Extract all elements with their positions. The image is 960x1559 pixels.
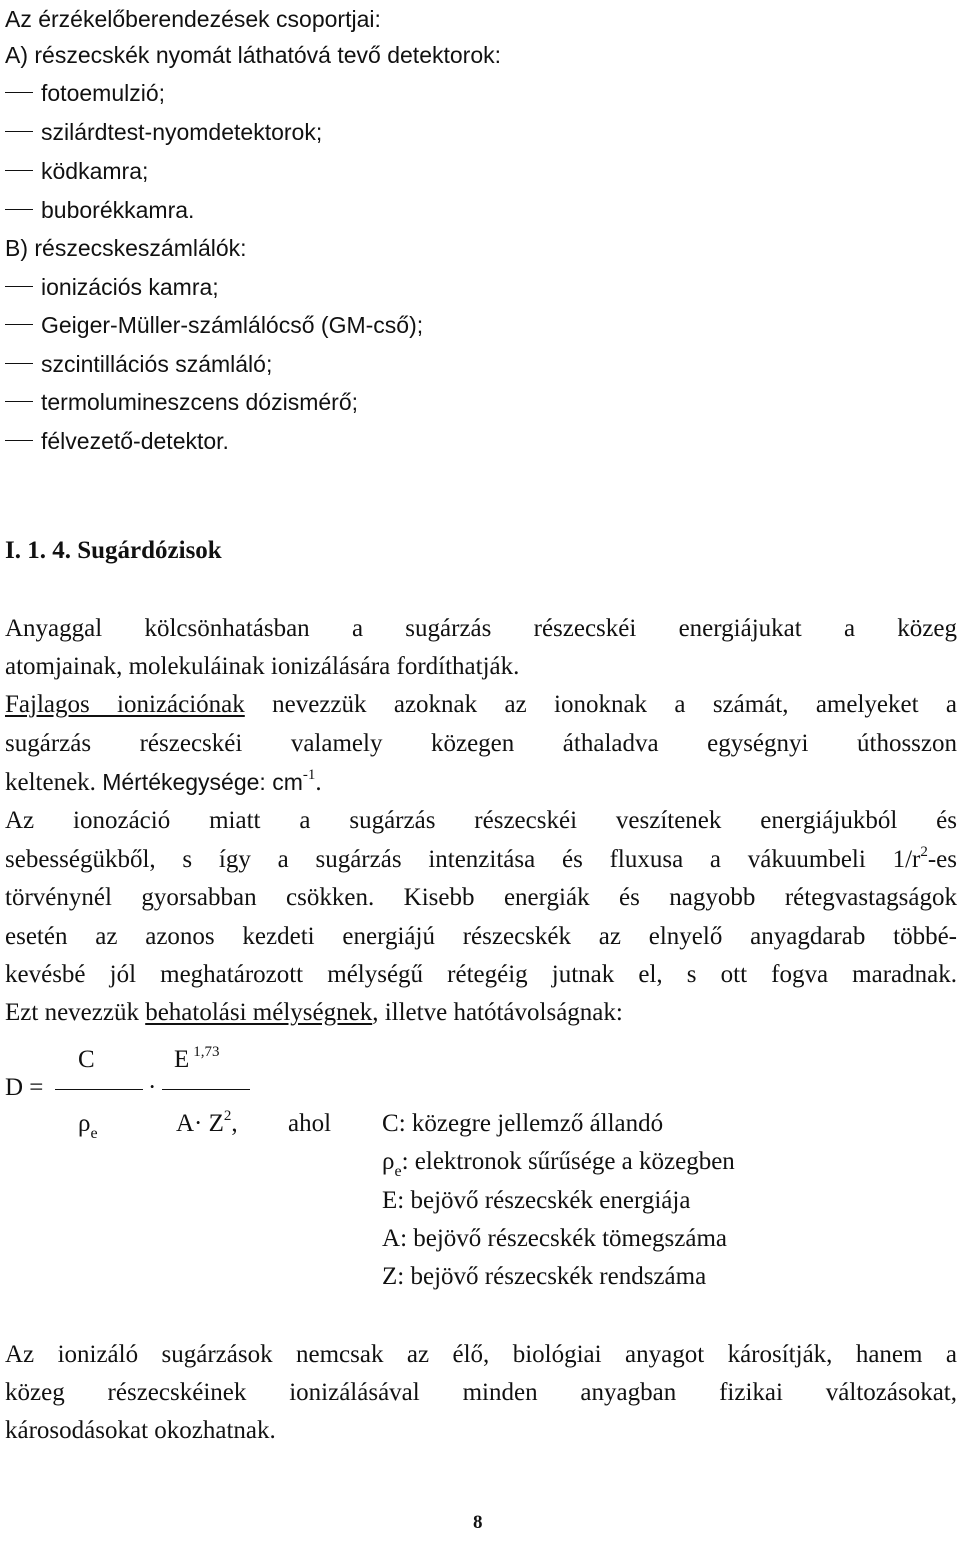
legend-item: E: bejövő részecskék energiája <box>382 1187 691 1214</box>
list-item: ködkamra; <box>41 158 149 184</box>
list-item: félvezető-detektor. <box>41 428 229 454</box>
paragraph-3-line-5: kevésbé jól meghatározott mélységű rétegéig jutnak el, s ott fogva maradnak. <box>5 961 957 988</box>
paragraph-4-line-2: közeg részecskéinek ionizálásával minden anyagban fizikai változásokat, <box>5 1379 957 1406</box>
paragraph-3-line-2: sebességükből, s így a sugárzás intenzitása és fluxusa a vákuumbeli $1/r^2-es$ <box>5 844 957 873</box>
fraction-bar <box>162 1089 250 1090</box>
paragraph-1-line-2: atomjainak, molekuláinak ionizálására fordíthatják. <box>5 653 520 680</box>
list-item: szilárdtest-nyomdetektorok; <box>41 119 323 145</box>
dash-bullet-icon <box>5 440 33 441</box>
paragraph-2-line-1: Fajlagos ionizációnak nevezzük azoknak az ionoknak a számát, amelyeket a <box>5 691 957 718</box>
paragraph-3-line-1: Az ionozáció miatt a sugárzás részecskéi veszítenek energiájukból és <box>5 807 957 834</box>
paragraph-3-line-3: törvénynél gyorsabban csökken. Kisebb energiák és nagyobb rétegvastagságok <box>5 884 957 911</box>
formula-ahol: ahol <box>288 1110 332 1137</box>
fraction-bar <box>55 1089 143 1090</box>
legend-item: C: közegre jellemző állandó <box>382 1110 664 1137</box>
list-item: ionizációs kamra; <box>41 274 219 300</box>
dash-bullet-icon <box>5 324 33 325</box>
group-b-title: B) részecskeszámlálók: <box>5 235 247 261</box>
dash-bullet-icon <box>5 92 33 93</box>
formula-dot: · <box>148 1074 157 1101</box>
dash-bullet-icon <box>5 170 33 171</box>
legend-item: $\rho_e$: elektronok sűrűsége a közegben <box>382 1148 735 1180</box>
formula-numerator-c: C <box>78 1046 95 1073</box>
list-item: fotoemulzió; <box>41 80 166 106</box>
dash-bullet-icon <box>5 401 33 402</box>
paragraph-2-line-2: sugárzás részecskéi valamely közegen áthaladva egységnyi úthosszon <box>5 730 957 757</box>
paragraph-3-line-6: Ezt nevezzük behatolási mélységnek, illetve hatótávolságnak: <box>5 999 623 1026</box>
list-item: termolumineszcens dózismérő; <box>41 389 359 415</box>
page-number: 8 <box>473 1512 483 1533</box>
group-a-title: A) részecskék nyomát láthatóvá tevő detektorok: <box>5 42 502 68</box>
list-item: buborékkamra. <box>41 197 195 223</box>
formula-lhs: D = <box>5 1074 44 1101</box>
list-title: Az érzékelőberendezések csoportjai: <box>5 6 381 32</box>
paragraph-3-line-4: esetén az azonos kezdeti energiájú részecskék az elnyelő anyagdarab többé- <box>5 923 957 950</box>
list-item: szcintillációs számláló; <box>41 351 273 377</box>
paragraph-4-line-3: károsodásokat okozhatnak. <box>5 1417 276 1444</box>
formula-denominator-rho: $\rho_e$ <box>78 1110 98 1142</box>
defined-term: Fajlagos ionizációnak <box>5 691 245 718</box>
formula-numerator-e: E $^{1,73}$ <box>174 1044 220 1073</box>
dash-bullet-icon <box>5 286 33 287</box>
dash-bullet-icon <box>5 131 33 132</box>
unit-exponent: -1 <box>302 767 316 783</box>
paragraph-2-line-3: keltenek. Mértékegysége: $cm^{-1}$. <box>5 767 322 796</box>
dash-bullet-icon <box>5 363 33 364</box>
defined-term: behatolási mélységnek <box>145 999 373 1026</box>
legend-item: Z: bejövő részecskék rendszáma <box>382 1263 707 1290</box>
legend-item: A: bejövő részecskék tömegszáma <box>382 1225 728 1252</box>
unit-label: Mértékegysége: cm <box>102 769 303 795</box>
dash-bullet-icon <box>5 209 33 210</box>
list-item: Geiger-Müller-számlálócső (GM-cső); <box>41 312 424 338</box>
section-heading: I. 1. 4. Sugárdózisok <box>5 537 222 564</box>
paragraph-1-line-1: Anyaggal kölcsönhatásban a sugárzás részecskéi energiájukat a közeg <box>5 615 957 642</box>
formula-denominator-az: $A\cdot Z^2$, <box>176 1108 238 1137</box>
paragraph-4-line-1: Az ionizáló sugárzások nemcsak az élő, biológiai anyagot károsítják, hanem a <box>5 1341 957 1368</box>
